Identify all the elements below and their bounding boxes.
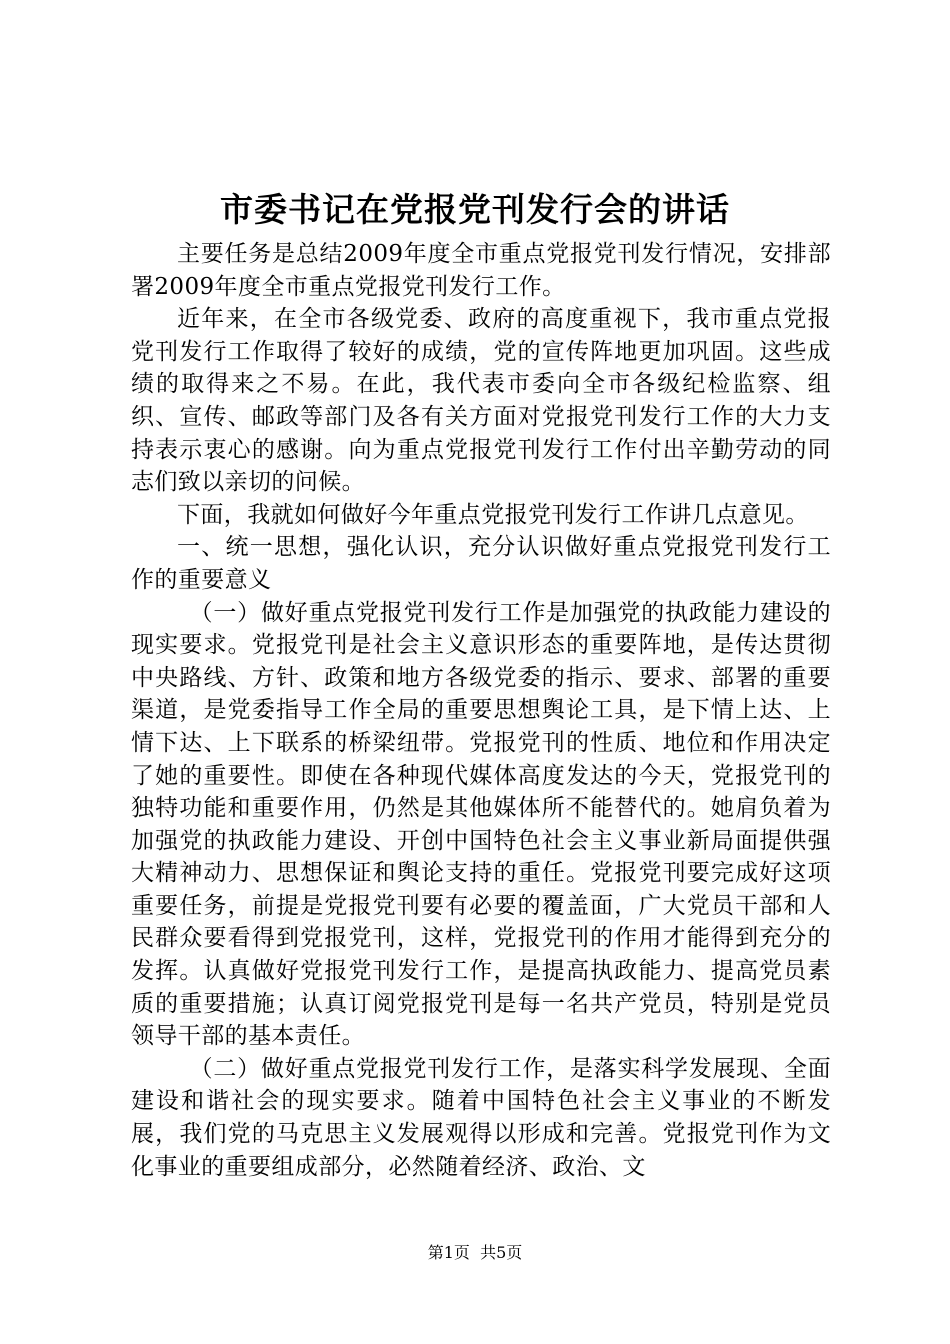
paragraph-intro: 主要任务是总结2009年度全市重点党报党刊发行情况，安排部署2009年度全市重点党报党刊发行工作。 — [131, 241, 831, 300]
paragraph-point-2: （二）做好重点党报党刊发行工作，是落实科学发展现、全面建设和谐社会的现实要求。随着中国特色社会主义事业的不断发展，我们党的马克思主义发展观得以形成和完善。党报党刊作为文化事业的重要组成部分，必然随着经济、政治、文 — [131, 1055, 831, 1180]
document-title: 市委书记在党报党刊发行会的讲话 — [220, 190, 730, 229]
page-total: 共5页 — [480, 1243, 523, 1262]
paragraph-achievements: 近年来，在全市各级党委、政府的高度重视下，我市重点党报党刊发行工作取得了较好的成绩，党的宣传阵地更加巩固。这些成绩的取得来之不易。在此，我代表市委向全市各级纪检监察、组织、宣传、邮政等部门及各有关方面对党报党刊发行工作的大力支持表示衷心的感谢。向为重点党报党刊发行工作付出辛勤劳动的同志们致以亲切的问候。 — [131, 306, 831, 496]
section-heading-1: 一、统一思想，强化认识，充分认识做好重点党报党刊发行工作的重要意义 — [131, 534, 831, 593]
page-footer — [0, 1242, 950, 1264]
document-body — [131, 238, 831, 1183]
page-number: 第1页 — [427, 1243, 470, 1262]
paragraph-transition: 下面，我就如何做好今年重点党报党刊发行工作讲几点意见。 — [177, 501, 809, 528]
paragraph-point-1: （一）做好重点党报党刊发行工作是加强党的执政能力建设的现实要求。党报党刊是社会主义意识形态的重要阵地，是传达贯彻中央路线、方针、政策和地方各级党委的指示、要求、部署的重要渠道，是党委指导工作全局的重要思想舆论工具，是下情上达、上情下达、上下联系的桥梁纽带。党报党刊的性质、地位和作用决定了她的重要性。即使在各种现代媒体高度发达的今天，党报党刊的独特功能和重要作用，仍然是其他媒体所不能替代的。她肩负着为加强党的执政能力建设、开创中国特色社会主义事业新局面提供强大精神动力、思想保证和舆论支持的重任。党报党刊要完成好这项重要任务，前提是党报党刊要有必要的覆盖面，广大党员干部和人民群众要看得到党报党刊，这样，党报党刊的作用才能得到充分的发挥。认真做好党报党刊发行工作，是提高执政能力、提高党员素质的重要措施；认真订阅党报党刊是每一名共产党员，特别是党员领导干部的基本责任。 — [131, 599, 831, 1050]
